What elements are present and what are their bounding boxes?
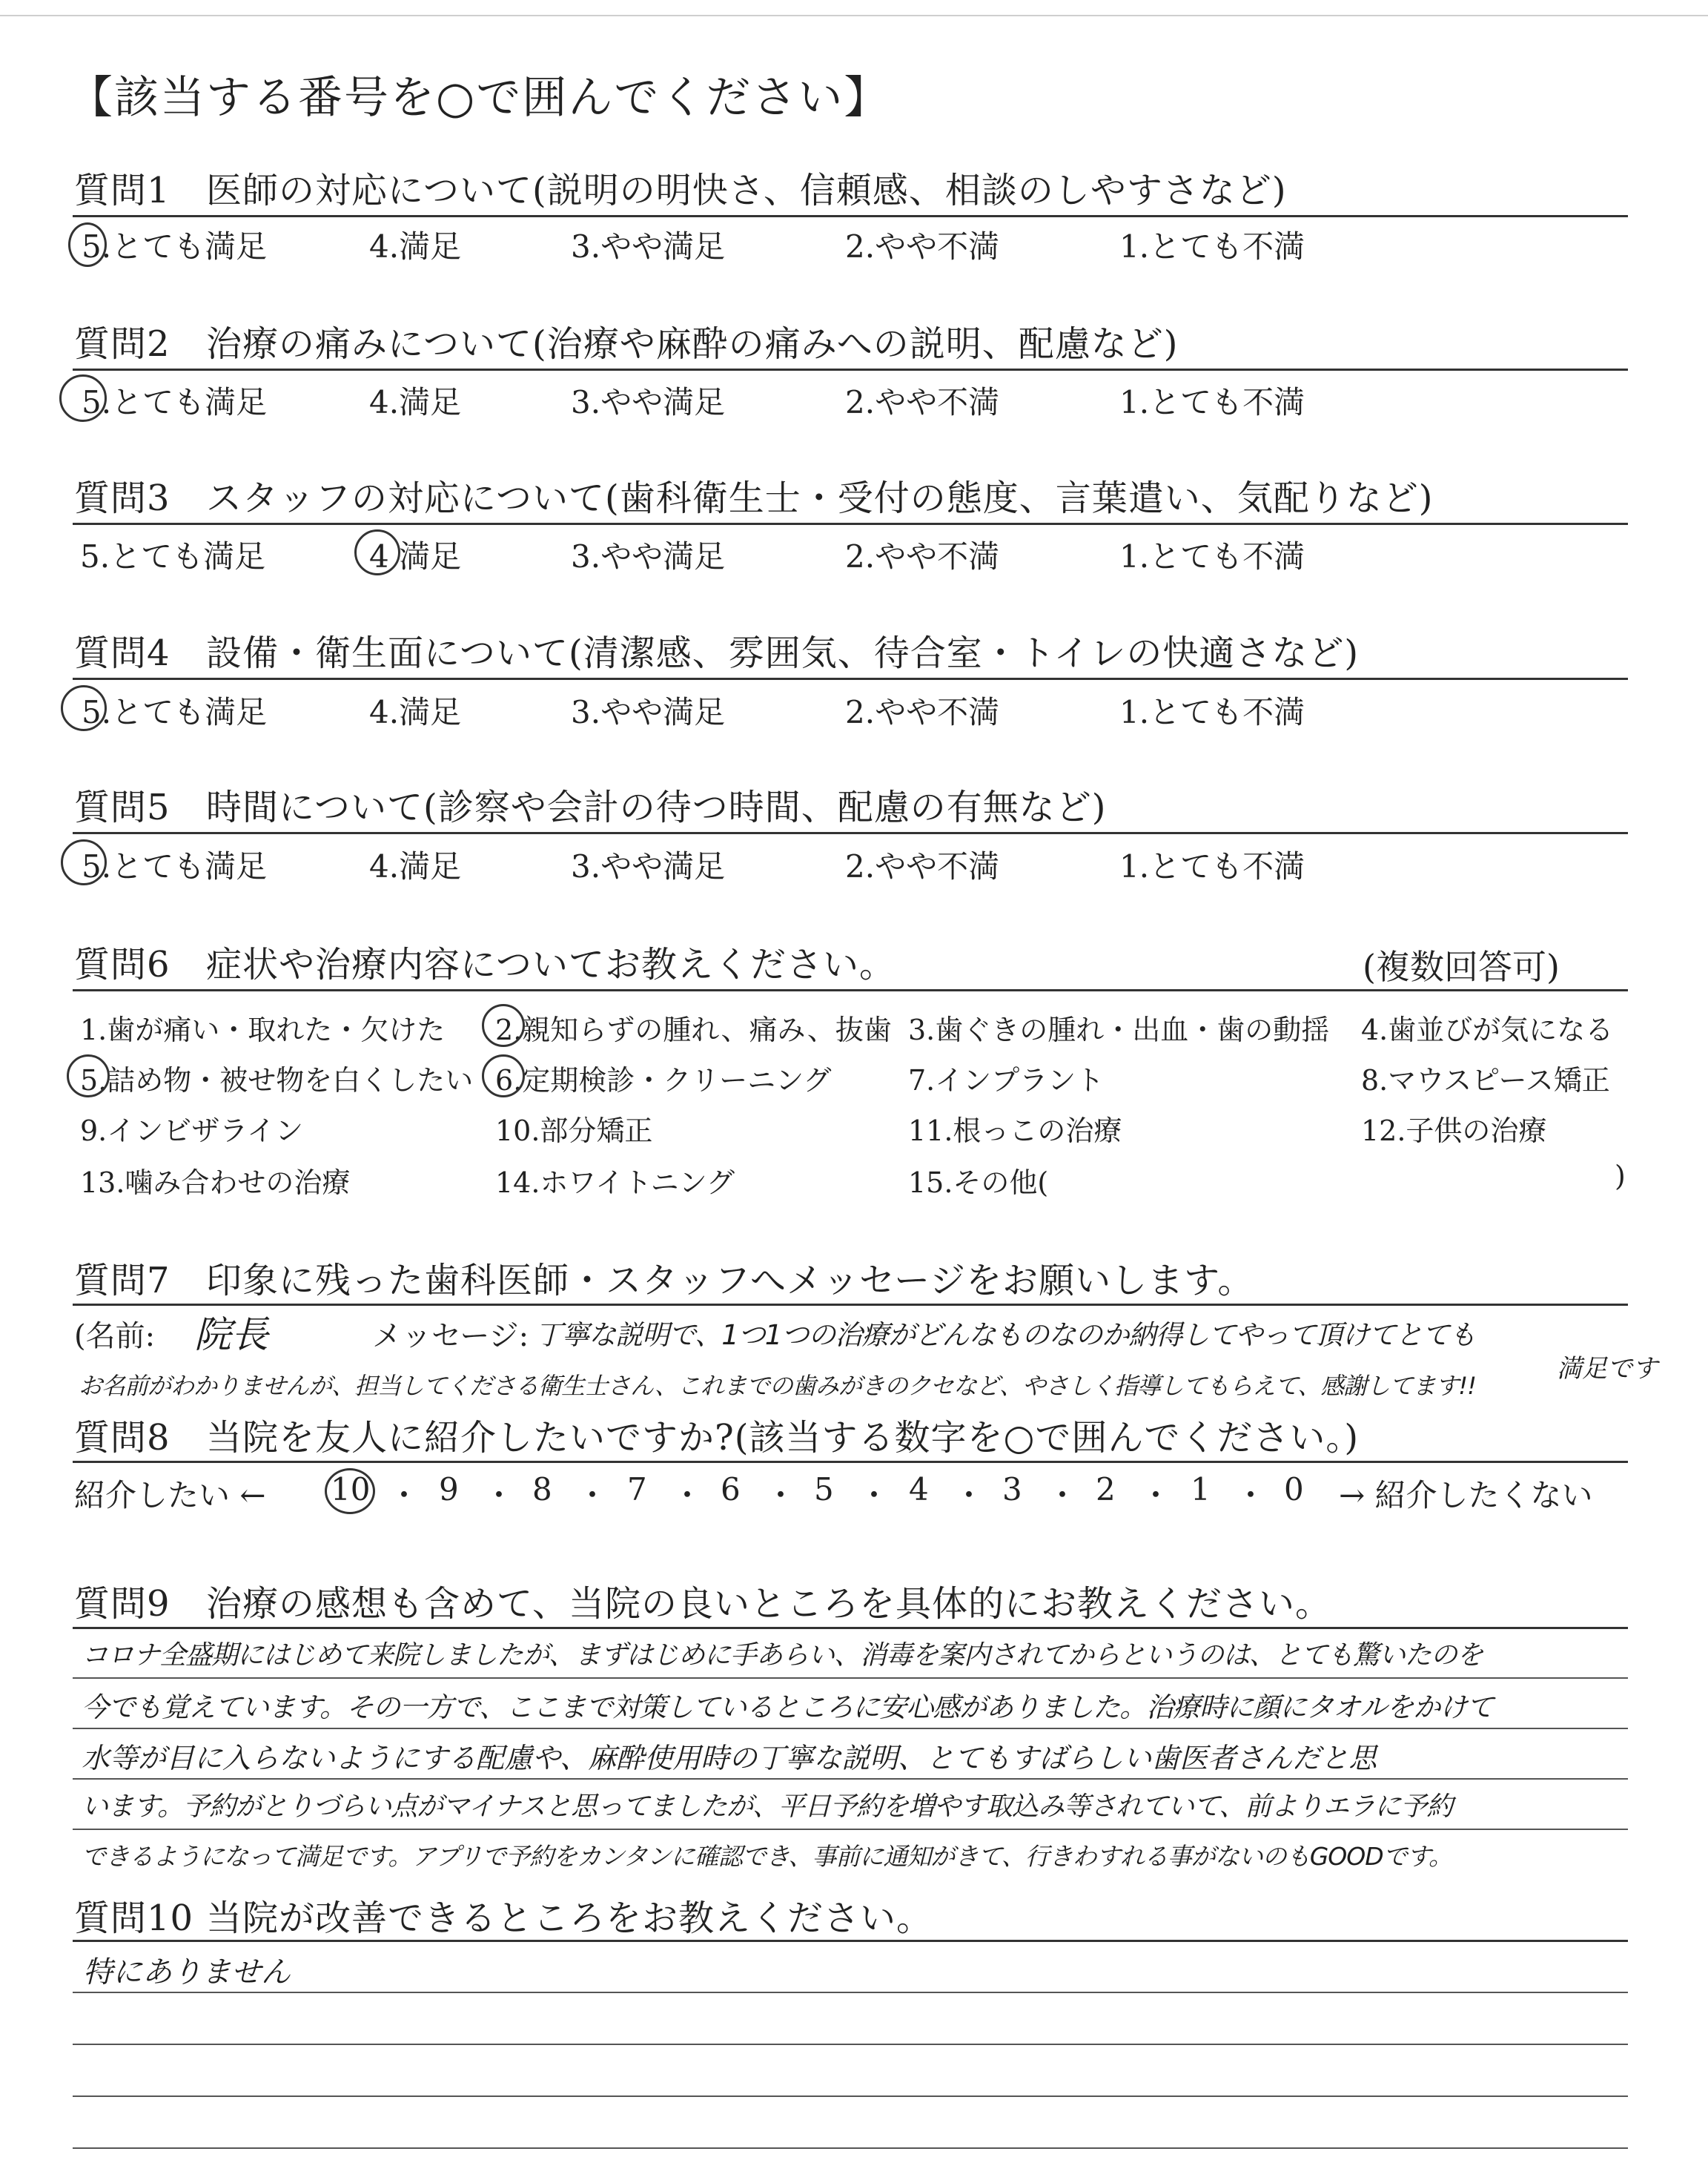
scale-6[interactable]: 6	[721, 1471, 741, 1507]
question-4-rule	[73, 678, 1628, 680]
q2-option-3[interactable]: 3.やや満足	[571, 384, 726, 420]
question-9-number: 質問9	[74, 1583, 171, 1625]
question-7-text: 印象に残った歯科医師・スタッフへメッセージをお願いします。	[206, 1260, 1254, 1301]
scale-9[interactable]: 9	[439, 1471, 459, 1507]
message-line-1[interactable]: 丁寧な説明で、1つ1つの治療がどんなものなのか納得してやって頂けてとても	[535, 1319, 1476, 1351]
name-label: (名前:	[74, 1319, 156, 1353]
q6-item-2-circle	[482, 1004, 525, 1047]
question-10-heading	[74, 1889, 933, 1941]
answer-9-line-4[interactable]: います。予約がとりづらい点がマイナスと思ってましたが、平日予約を増やす取込み等されていて、前よりエラに予約	[82, 1791, 1453, 1822]
q6-item-4[interactable]: 4.歯並びが気になる	[1361, 1014, 1614, 1046]
q6-item-14[interactable]: 14.ホワイトニング	[495, 1166, 735, 1199]
question-3-number: 質問3	[74, 478, 171, 519]
q3-option-1[interactable]: 1.とても不満	[1119, 538, 1305, 575]
q2-option-4[interactable]: 4.満足	[369, 384, 462, 420]
q6-item-10[interactable]: 10.部分矯正	[495, 1114, 653, 1147]
question-10-number: 質問10	[74, 1898, 194, 1939]
question-3-text: スタッフの対応について(歯科衛生士・受付の態度、言葉遣い、気配りなど)	[206, 478, 1434, 519]
q4-selection-circle	[61, 685, 107, 731]
q1-option-5[interactable]: 5.とても満足	[82, 228, 268, 265]
q4-option-4[interactable]: 4.満足	[369, 694, 462, 730]
q2-option-5[interactable]: 5.とても満足	[82, 384, 268, 420]
q3-selection-circle	[354, 529, 400, 575]
answer-9-rule	[73, 1677, 1628, 1679]
scale-1[interactable]: 1	[1191, 1471, 1211, 1507]
scale-left-label: 紹介したい ←	[74, 1477, 266, 1513]
scale-0[interactable]: 0	[1284, 1471, 1304, 1507]
scale-dot: ・	[765, 1477, 797, 1513]
q6-item-3[interactable]: 3.歯ぐきの腫れ・出血・歯の動揺	[908, 1014, 1330, 1046]
question-6-rule	[73, 989, 1628, 991]
q2-option-1[interactable]: 1.とても不満	[1119, 384, 1305, 420]
scale-dot: ・	[1047, 1477, 1079, 1513]
q6-item-7[interactable]: 7.インプラント	[908, 1064, 1105, 1097]
q5-option-5[interactable]: 5.とても満足	[82, 848, 268, 885]
scale-2[interactable]: 2	[1096, 1471, 1116, 1507]
answer-9-line-5[interactable]: できるようになって満足です。アプリで予約をカンタンに確認でき、事前に通知がきて、行きわすれる事がないのもGOODです。	[82, 1842, 1453, 1871]
question-6-heading	[74, 936, 896, 987]
q5-option-4[interactable]: 4.満足	[369, 848, 462, 885]
scale-dot: ・	[1235, 1477, 1267, 1513]
q6-item-8[interactable]: 8.マウスピース矯正	[1361, 1064, 1610, 1097]
scale-dot: ・	[577, 1477, 609, 1513]
message-line-2[interactable]: お名前がわかりませんが、担当してくださる衛生士さん、これまでの歯みがきのクセなど、やさしく指導してもらえて、感謝してます!!	[79, 1372, 1476, 1400]
scan-edge	[0, 15, 1708, 16]
scale-10[interactable]: 10	[331, 1471, 371, 1507]
question-2-text: 治療の痛みについて(治療や麻酔の痛みへの説明、配慮など)	[206, 323, 1179, 365]
message-line-1-end[interactable]: 満足です	[1557, 1354, 1658, 1384]
q1-option-3[interactable]: 3.やや満足	[571, 228, 726, 265]
question-5-rule	[73, 832, 1628, 834]
q3-option-5[interactable]: 5.とても満足	[80, 538, 266, 575]
q6-item-15-close: )	[1615, 1160, 1626, 1192]
scale-8[interactable]: 8	[532, 1471, 552, 1507]
answer-10-rule	[73, 2147, 1628, 2149]
question-4-number: 質問4	[74, 633, 171, 674]
question-9-rule	[73, 1627, 1628, 1629]
q1-option-2[interactable]: 2.やや不満	[845, 228, 1000, 265]
answer-10-rule	[73, 1992, 1628, 1993]
q6-item-5[interactable]: 5.詰め物・被せ物を白くしたい	[80, 1064, 474, 1097]
scale-4[interactable]: 4	[909, 1471, 929, 1507]
q6-item-6-circle	[482, 1054, 525, 1097]
q6-item-9[interactable]: 9.インビザライン	[80, 1114, 304, 1147]
scale-7[interactable]: 7	[627, 1471, 647, 1507]
q5-option-3[interactable]: 3.やや満足	[571, 848, 726, 885]
question-1-number: 質問1	[74, 170, 171, 211]
answer-10-rule	[73, 2044, 1628, 2045]
question-7-rule	[73, 1304, 1628, 1306]
q3-option-2[interactable]: 2.やや不満	[845, 538, 1000, 575]
question-1-text: 医師の対応について(説明の明快さ、信頼感、相談のしやすさなど)	[206, 170, 1287, 211]
answer-9-line-3[interactable]: 水等が目に入らないようにする配慮や、麻酔使用時の丁寧な説明、とてもすばらしい歯医者さんだと思	[82, 1742, 1377, 1774]
q4-option-5[interactable]: 5.とても満足	[82, 694, 268, 730]
question-10-rule	[73, 1940, 1628, 1942]
question-8-text: 当院を友人に紹介したいですか?(該当する数字を○で囲んでください。)	[206, 1417, 1360, 1459]
scale-dot: ・	[483, 1477, 515, 1513]
question-8-number: 質問8	[74, 1417, 171, 1459]
name-value[interactable]: 院長	[194, 1313, 268, 1356]
q6-item-1[interactable]: 1.歯が痛い・取れた・欠けた	[80, 1014, 446, 1046]
page-title: 【該当する番号を○で囲んでください】	[68, 72, 890, 124]
q1-option-4[interactable]: 4.満足	[369, 228, 462, 265]
question-7-heading	[74, 1252, 1254, 1303]
answer-9-rule	[73, 1778, 1628, 1780]
question-8-rule	[73, 1461, 1628, 1463]
answer-9-rule	[73, 1829, 1628, 1830]
multiple-answers-note: (複数回答可)	[1363, 947, 1560, 987]
scale-3[interactable]: 3	[1002, 1471, 1022, 1507]
answer-9-line-2[interactable]: 今でも覚えています。その一方で、ここまで対策しているところに安心感がありました。治療時に顔にタオルをかけて	[82, 1691, 1494, 1723]
question-4-heading	[74, 624, 1359, 676]
question-6-number: 質問6	[74, 944, 171, 985]
answer-10[interactable]: 特にありません	[83, 1955, 291, 1989]
q1-option-1[interactable]: 1.とても不満	[1119, 228, 1305, 265]
q2-selection-circle	[59, 374, 107, 422]
question-2-number: 質問2	[74, 323, 171, 365]
scale-5[interactable]: 5	[814, 1471, 834, 1507]
question-8-heading	[74, 1409, 1359, 1460]
q4-option-3[interactable]: 3.やや満足	[571, 694, 726, 730]
message-label: メッセージ:	[372, 1319, 529, 1353]
q1-selection-circle	[68, 222, 107, 267]
question-9-heading	[74, 1575, 1331, 1626]
scale-right-label: → 紹介したくない	[1339, 1477, 1593, 1513]
answer-9-line-1[interactable]: コロナ全盛期にはじめて来院しましたが、まずはじめに手あらい、消毒を案内されてからというのは、とても驚いたのを	[82, 1640, 1483, 1671]
question-1-rule	[73, 215, 1628, 217]
q2-option-2[interactable]: 2.やや不満	[845, 384, 1000, 420]
q6-item-2[interactable]: 2.親知らずの腫れ、痛み、抜歯	[495, 1014, 892, 1046]
q6-item-15[interactable]: 15.その他(	[908, 1166, 1049, 1199]
q5-option-2[interactable]: 2.やや不満	[845, 848, 1000, 885]
question-5-text: 時間について(診察や会計の待つ時間、配慮の有無など)	[206, 787, 1107, 828]
question-5-number: 質問5	[74, 787, 171, 828]
q4-option-2[interactable]: 2.やや不満	[845, 694, 1000, 730]
scale-dot: ・	[388, 1477, 420, 1513]
scale-dot: ・	[672, 1477, 704, 1513]
answer-9-rule	[73, 1728, 1628, 1729]
q3-option-4[interactable]: 4 満足	[369, 538, 462, 575]
question-9-text: 治療の感想も含めて、当院の良いところを具体的にお教えください。	[206, 1583, 1332, 1625]
q6-item-12[interactable]: 12.子供の治療	[1361, 1114, 1547, 1147]
q6-item-13[interactable]: 13.噛み合わせの治療	[80, 1166, 351, 1199]
q6-item-5-circle	[67, 1054, 110, 1097]
question-10-text: 当院が改善できるところをお教えください。	[206, 1898, 933, 1939]
scale-dot: ・	[953, 1477, 985, 1513]
question-6-text: 症状や治療内容についてお教えください。	[206, 944, 896, 985]
scale-dot: ・	[1140, 1477, 1172, 1513]
question-2-heading	[74, 315, 1179, 366]
answer-10-rule	[73, 2095, 1628, 2097]
question-2-rule	[73, 369, 1628, 371]
question-3-rule	[73, 523, 1628, 525]
scale-dot: ・	[858, 1477, 890, 1513]
question-7-number: 質問7	[74, 1260, 171, 1301]
q6-item-11[interactable]: 11.根っこの治療	[908, 1114, 1122, 1147]
question-3-heading	[74, 469, 1434, 521]
q5-selection-circle	[61, 839, 107, 885]
question-4-text: 設備・衛生面について(清潔感、雰囲気、待合室・トイレの快適さなど)	[206, 633, 1360, 674]
question-5-heading	[74, 779, 1107, 830]
q5-option-1[interactable]: 1.とても不満	[1119, 848, 1305, 885]
question-1-heading	[74, 162, 1287, 213]
q3-option-3[interactable]: 3.やや満足	[571, 538, 726, 575]
q6-item-6[interactable]: 6.定期検診・クリーニング	[495, 1064, 832, 1097]
q4-option-1[interactable]: 1.とても不満	[1119, 694, 1305, 730]
